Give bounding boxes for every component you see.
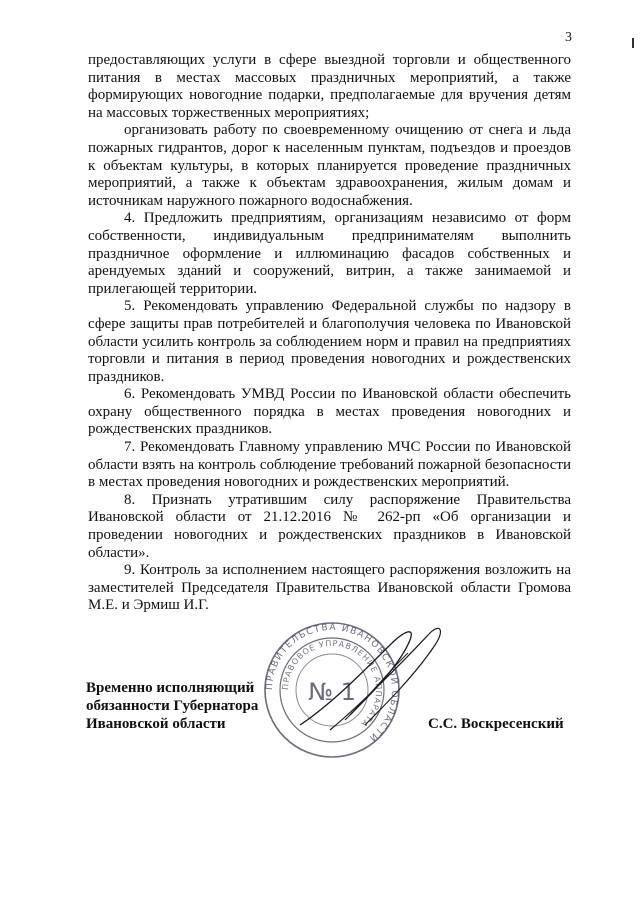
page-number: 3 (565, 30, 572, 45)
paragraph-continuation: предоставляющих услуги в сфере выездной торговли и общественного питания в местах массовых праздничных мероприятий, а также формирующих новогодние подарки, предполагаемые для вручения детям на массовых торжественных мероприятиях; (88, 52, 571, 121)
paragraph-item-8: 8. Признать утратившим силу распоряжение Правительства Ивановской области от 21.12.2016 № 262-рп «Об организации и проведении новогодних и рождественских праздников в Ивановской области». (88, 491, 571, 561)
edge-mark (632, 38, 634, 48)
body-text (88, 52, 571, 615)
paragraph-item-9: 9. Контроль за исполнением настоящего распоряжения возложить на заместителей Председателя Правительства Ивановской области Громова М.Е. и Эрмиш И.Г. (88, 562, 571, 614)
paragraph-item-6: 6. Рекомендовать УМВД России по Ивановской области обеспечить охрану общественного порядка в местах проведения новогодних и рождественских праздников. (88, 386, 571, 438)
paragraph-item-5: 5. Рекомендовать управлению Федеральной службы по надзору в сфере защиты прав потребителей и благополучия человека по Ивановской области усилить контроль за соблюдением норм и правил на предприятиях торговли и питания в период проведения новогодних и рождественских праздников. (88, 298, 571, 385)
signer-title-line: Временно исполняющий (86, 680, 255, 696)
signer-name: С.С. Воскресенский (428, 716, 564, 732)
signature-block (86, 679, 576, 759)
signer-title-line: обязанности Губернатора (86, 698, 259, 714)
svg-text:ПРАВИТЕЛЬСТВА ИВАНОВСКОЙ ОБЛАС: ПРАВИТЕЛЬСТВА ИВАНОВСКОЙ ОБЛАСТИ (264, 622, 400, 744)
paragraph-snow-clearing: организовать работу по своевременному очищению от снега и льда пожарных гидрантов, дорог к населенным пунктам, подъездов и проездов к объектам культуры, в которых планируется проведение праздничных мероприятий, а также к объектам здравоохранения, жилым домам и источникам наружного пожарного водоснабжения. (88, 122, 571, 209)
paragraph-item-4: 4. Предложить предприятиям, организациям независимо от форм собственности, индивидуальным предпринимателям выполнить праздничное оформление и иллюминацию фасадов собственных и арендуемых зданий и сооружений, витрин, а также занимаемой и прилегающей территории. (88, 210, 571, 297)
svg-text:ПРАВОВОЕ УПРАВЛЕНИЕ АППАРАТА: ПРАВОВОЕ УПРАВЛЕНИЕ АППАРАТА (280, 638, 384, 730)
signer-title-line: Ивановской области (86, 716, 226, 732)
svg-text:№ 1: № 1 (308, 678, 356, 706)
paragraph-item-7: 7. Рекомендовать Главному управлению МЧС России по Ивановской области взять на контроль соблюдение требований пожарной безопасности в местах проведения новогодних и рождественских мероприятий. (88, 439, 571, 491)
